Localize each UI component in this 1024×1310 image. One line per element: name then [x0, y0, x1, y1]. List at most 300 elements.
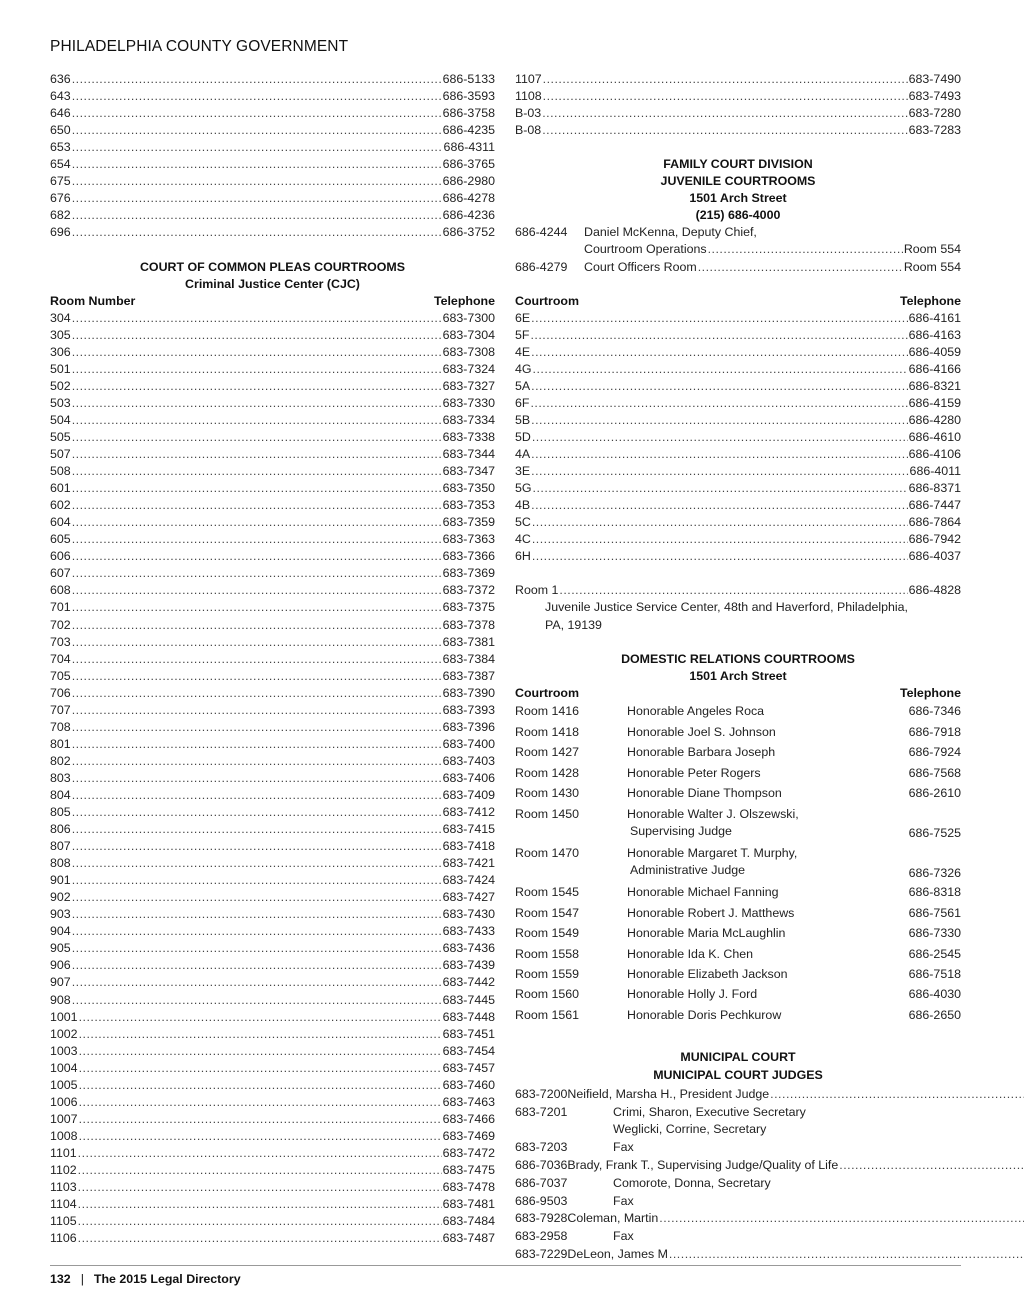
phone-number: 683-7387 [442, 668, 495, 683]
dot-leader [72, 344, 442, 361]
directory-row [50, 446, 495, 463]
directory-row [50, 139, 495, 156]
phone-number: 686-7036 [515, 1157, 568, 1172]
dot-leader [72, 599, 442, 616]
dot-leader [72, 395, 442, 412]
room-number: 1102 [50, 1163, 77, 1177]
phone-number: 686-3752 [442, 225, 495, 240]
directory-row [515, 71, 961, 88]
courtroom-row [515, 804, 961, 844]
page-number: 132 [50, 1272, 71, 1286]
phone-number: 683-7439 [442, 958, 495, 973]
room-number: 801 [50, 736, 71, 751]
room-number: 682 [50, 208, 71, 223]
room-number: 901 [50, 873, 71, 888]
courtroom-number: Room 1450 [515, 806, 580, 821]
dot-leader [78, 1213, 442, 1230]
dot-leader [72, 736, 442, 753]
directory-row [50, 1077, 495, 1094]
dot-leader [78, 1145, 442, 1162]
room-number: 808 [50, 856, 71, 871]
judge-name: Honorable Barbara Joseph [627, 745, 776, 760]
dot-leader [79, 1026, 442, 1043]
contact-room: Room 554 [903, 242, 961, 257]
judge-name: Honorable Holly J. Ford [627, 987, 758, 1002]
directory-row [50, 770, 495, 787]
courtroom-row [515, 743, 961, 763]
judge-row [515, 1139, 961, 1157]
ccp-title: COURT OF COMMON PLEAS COURTROOMS [139, 259, 405, 274]
phone-number: 683-2958 [515, 1229, 568, 1244]
phone-number: 686-4159 [908, 395, 961, 410]
directory-row [50, 344, 495, 361]
dot-leader [72, 88, 442, 105]
phone-number: 683-7484 [442, 1214, 495, 1229]
dot-leader [72, 651, 442, 668]
room-number: 696 [50, 225, 71, 240]
room-number: 1107 [515, 72, 542, 86]
room-number: 676 [50, 191, 71, 206]
dot-leader [531, 344, 907, 361]
entry-text [598, 1175, 961, 1192]
dot-leader [72, 361, 442, 378]
directory-row [515, 361, 961, 378]
dot-leader [72, 974, 442, 991]
room-number: 304 [50, 310, 71, 325]
judge-title: Supervising Judge [630, 823, 732, 838]
dot-leader [72, 685, 442, 702]
phone-number: 686-4106 [908, 447, 961, 462]
dot-leader [72, 446, 442, 463]
room-number: 907 [50, 975, 71, 990]
domestic-column-header [515, 685, 961, 702]
directory-row [515, 327, 961, 344]
entry-name: Fax [613, 1229, 634, 1244]
room-number: 508 [50, 464, 71, 479]
dot-leader [531, 463, 908, 480]
phone-number: 683-7457 [442, 1060, 495, 1075]
courtroom-row [515, 1005, 961, 1025]
ccp-subtitle: Criminal Justice Center (CJC) [185, 276, 360, 291]
phone-number: 686-9503 [515, 1193, 568, 1208]
dot-leader [72, 617, 442, 634]
judge-cell [627, 905, 901, 922]
phone-number: 683-7466 [442, 1111, 495, 1126]
phone-number: 686-7525 [908, 826, 961, 841]
courtroom-row [515, 944, 961, 964]
judge-cell [627, 884, 901, 901]
phone-number: 686-8371 [908, 481, 961, 496]
phone-number: 683-7381 [442, 634, 495, 649]
dot-leader [72, 582, 442, 599]
dot-leader [72, 804, 442, 821]
phone-number: 683-7366 [442, 549, 495, 564]
phone-number: 686-4030 [908, 987, 961, 1002]
dot-leader [72, 412, 442, 429]
phone-number: 683-7481 [442, 1197, 495, 1212]
judge-name: Honorable Angeles Roca [627, 704, 765, 719]
judge-cell [627, 703, 901, 720]
phone-number: 683-7363 [442, 532, 495, 547]
phone-number: 683-7330 [442, 395, 495, 410]
dot-leader [532, 514, 908, 531]
directory-row [50, 1026, 495, 1043]
family-contact-1 [515, 224, 961, 241]
entry-name: Crimi, Sharon, Executive Secretary [613, 1104, 806, 1119]
room-number: 604 [50, 515, 71, 530]
room-number: 1002 [50, 1026, 78, 1041]
phone-number: 683-7324 [442, 361, 495, 376]
judge-name: Honorable Elizabeth Jackson [627, 966, 788, 981]
phone-number: 683-7347 [442, 464, 495, 479]
phone-number: 683-7463 [442, 1094, 495, 1109]
judge-name: Honorable Maria McLaughlin [627, 926, 786, 941]
phone-number: 686-2980 [442, 174, 495, 189]
courtroom-number: Room 1418 [515, 724, 580, 739]
directory-row [50, 719, 495, 736]
directory-row [515, 497, 961, 514]
directory-row [50, 105, 495, 122]
dot-leader [72, 463, 442, 480]
courtroom-number: Room 1430 [515, 785, 580, 800]
phone-number: 683-7451 [442, 1026, 495, 1041]
judge-name: Honorable Doris Pechkurow [627, 1007, 782, 1022]
dot-leader [78, 1162, 442, 1179]
directory-row [50, 957, 495, 974]
phone-number: 683-7427 [442, 890, 495, 905]
courtroom-row [515, 783, 961, 803]
judge-row [515, 1174, 961, 1192]
directory-row [515, 412, 961, 429]
phone-number: 683-7372 [442, 583, 495, 598]
directory-row [50, 1196, 495, 1213]
phone-number: 683-7430 [442, 907, 495, 922]
phone-number: 686-7447 [908, 498, 961, 513]
contact-phone: 686-4279 [515, 259, 568, 274]
phone-number: 683-7448 [442, 1009, 495, 1024]
phone-number: 683-7436 [442, 941, 495, 956]
dot-leader [72, 514, 442, 531]
judge-cell [627, 806, 901, 840]
room-number: 704 [50, 651, 71, 666]
dot-leader [72, 821, 442, 838]
directory-row [515, 514, 961, 531]
directory-row [50, 1179, 495, 1196]
room-number: 675 [50, 174, 71, 189]
dot-leader [72, 753, 442, 770]
directory-row [515, 463, 961, 480]
room-number: 803 [50, 770, 71, 785]
directory-row [50, 1060, 495, 1077]
room-number: 1104 [50, 1197, 77, 1212]
dot-leader [79, 1128, 442, 1145]
phone-number: 686-7037 [515, 1175, 568, 1190]
courtroom-row [515, 722, 961, 742]
room-number: 904 [50, 924, 71, 939]
phone-number: 683-7353 [442, 498, 495, 513]
directory-row [50, 838, 495, 855]
directory-row [50, 565, 495, 582]
directory-row [50, 1094, 495, 1111]
directory-row [515, 446, 961, 463]
courtroom-number: Room 1558 [515, 946, 580, 961]
courtroom-row [515, 763, 961, 783]
phone-number: 686-4236 [442, 208, 495, 223]
dot-leader [72, 872, 442, 889]
dot-leader [543, 71, 908, 88]
dot-leader [72, 787, 442, 804]
dot-leader [72, 719, 442, 736]
directory-row [515, 531, 961, 548]
room-number: 1007 [50, 1111, 78, 1126]
phone-number: 686-7918 [908, 724, 961, 739]
phone-number: 683-7487 [442, 1231, 495, 1246]
phone-number: 686-7568 [908, 765, 961, 780]
directory-row [50, 480, 495, 497]
directory-row [50, 906, 495, 923]
entry-name: Comorote, Donna, Secretary [613, 1175, 771, 1190]
room-number: 906 [50, 958, 71, 973]
phone-number: 683-7327 [442, 378, 495, 393]
judge-name: Honorable Joel S. Johnson [627, 724, 776, 739]
dot-leader [72, 838, 442, 855]
dot-leader [72, 497, 442, 514]
dot-leader [72, 548, 442, 565]
dot-leader [542, 105, 907, 122]
room-number: 806 [50, 822, 71, 837]
room1-address-1: Juvenile Justice Service Center, 48th and Haverford, Philadelphia, [545, 600, 908, 615]
directory-row [50, 1009, 495, 1026]
dot-leader [532, 548, 908, 565]
directory-row [50, 514, 495, 531]
directory-row [50, 361, 495, 378]
room-number: 607 [50, 566, 71, 581]
phone-number: 686-3593 [442, 89, 495, 104]
dot-leader [72, 940, 442, 957]
phone-number: 683-7201 [515, 1104, 568, 1119]
phone-number: 686-2650 [908, 1007, 961, 1022]
phone-number: 683-7475 [442, 1163, 495, 1177]
courtroom-number: Room 1549 [515, 926, 580, 941]
room1-label: Room 1 [515, 583, 559, 598]
dot-leader [78, 1230, 442, 1247]
room-number: 1004 [50, 1060, 78, 1075]
room-number: 608 [50, 583, 71, 598]
phone-number: 683-7415 [442, 822, 495, 837]
phone-number: 683-7490 [908, 72, 961, 86]
dot-leader [72, 224, 442, 241]
phone-number: 686-2545 [908, 946, 961, 961]
dot-leader [530, 395, 907, 412]
dot-leader [79, 1009, 442, 1026]
directory-row [50, 412, 495, 429]
phone-number: 683-7369 [442, 566, 495, 581]
directory-row [50, 617, 495, 634]
courtroom-row [515, 985, 961, 1005]
entry-text [598, 1121, 961, 1138]
spacer [515, 276, 961, 293]
entry-text [567, 1086, 1024, 1103]
directory-row [515, 122, 961, 139]
dot-leader [72, 207, 442, 224]
directory-row [515, 378, 961, 395]
room-number: 1106 [50, 1231, 77, 1246]
courtroom-number: Room 1470 [515, 846, 580, 861]
directory-row [50, 804, 495, 821]
room-number: 602 [50, 498, 71, 513]
phone-number: 683-7350 [442, 481, 495, 496]
dot-leader [72, 565, 442, 582]
room-number: 306 [50, 344, 71, 359]
phone-number: 683-7229 [515, 1246, 568, 1261]
directory-row [50, 310, 495, 327]
phone-number: 683-7359 [442, 515, 495, 530]
phone-number: 683-7283 [908, 123, 961, 138]
directory-row [50, 855, 495, 872]
entry-text [598, 1193, 961, 1210]
phone-number: 686-7346 [908, 704, 961, 719]
room-number: 903 [50, 907, 71, 922]
phone-number: 686-7330 [908, 926, 961, 941]
family-address: 1501 Arch Street [689, 191, 787, 206]
page-header: PHILADELPHIA COUNTY GOVERNMENT [50, 38, 349, 55]
directory-row [50, 940, 495, 957]
room-number: 5D [515, 429, 531, 444]
room-number: 1105 [50, 1214, 77, 1229]
entry-name: Coleman, Martin [567, 1211, 659, 1226]
phone-number: 686-4278 [442, 191, 495, 206]
judge-cell [627, 966, 901, 983]
courtroom-row [515, 903, 961, 923]
dot-leader [532, 429, 908, 446]
courtroom-number: Room 1561 [515, 1007, 580, 1022]
dot-leader [533, 361, 908, 378]
directory-row [50, 173, 495, 190]
directory-row [50, 1230, 495, 1247]
phone-number: 686-2610 [908, 785, 961, 800]
dot-leader [72, 429, 442, 446]
dot-leader [531, 412, 907, 429]
courtroom-number: Room 1428 [515, 765, 580, 780]
dot-leader [79, 1043, 442, 1060]
judge-cell [627, 1007, 901, 1024]
municipal-list [515, 1085, 961, 1263]
phone-number: 683-7390 [442, 685, 495, 700]
dot-leader [72, 139, 443, 156]
spacer [515, 634, 961, 651]
judge-row [515, 1246, 961, 1264]
judge-row [515, 1228, 961, 1246]
phone-number: 683-7928 [515, 1211, 568, 1226]
family-subtitle: JUVENILE COURTROOMS [660, 174, 816, 189]
dot-leader [72, 480, 442, 497]
phone-number: 686-4037 [908, 549, 961, 564]
courtroom-row [515, 843, 961, 883]
phone-number: 683-7300 [442, 310, 495, 325]
entry-name: DeLeon, James M [567, 1246, 668, 1261]
room-number: 505 [50, 429, 71, 444]
directory-row [50, 327, 495, 344]
phone-number: 686-4610 [908, 429, 961, 444]
phone-number: 683-7375 [442, 600, 495, 615]
directory-row [50, 702, 495, 719]
family-col-room: Courtroom [515, 293, 580, 308]
directory-row [50, 497, 495, 514]
room-number: 5C [515, 515, 531, 530]
judge-name: Honorable Michael Fanning [627, 885, 779, 900]
dot-leader [659, 1210, 1024, 1227]
judge-title: Administrative Judge [630, 863, 746, 878]
room-number: 905 [50, 941, 71, 956]
municipal-title: MUNICIPAL COURT [680, 1050, 796, 1065]
directory-row [50, 1162, 495, 1179]
dot-leader [72, 702, 442, 719]
family-contact-1-line2 [515, 241, 961, 258]
domestic-list [515, 702, 961, 1026]
judge-cell [627, 785, 901, 802]
phone-number: 683-7308 [442, 344, 495, 359]
dot-leader [532, 531, 908, 548]
phone-number: 683-7203 [515, 1140, 568, 1155]
dot-leader [72, 770, 442, 787]
phone-number: 683-7493 [908, 89, 961, 104]
dot-leader [543, 88, 908, 105]
phone-number: 686-7924 [908, 745, 961, 760]
family-phone: (215) 686-4000 [695, 208, 781, 223]
room1-address-2: PA, 19139 [545, 617, 602, 632]
phone-number: 686-4235 [442, 123, 495, 138]
courtroom-number: Room 1416 [515, 704, 580, 719]
room-number: 501 [50, 361, 71, 376]
directory-row [515, 344, 961, 361]
contact-name: Court Officers Room [584, 259, 697, 274]
room-number: 805 [50, 805, 71, 820]
phone-number: 683-7200 [515, 1086, 568, 1101]
courtroom-number: Room 1559 [515, 966, 580, 981]
directory-row [50, 1043, 495, 1060]
room-number: 802 [50, 753, 71, 768]
dot-leader [79, 1077, 442, 1094]
footer-title: The 2015 Legal Directory [93, 1272, 241, 1286]
phone-number: 686-7561 [908, 905, 961, 920]
judge-cell [627, 946, 901, 963]
contact-name: Daniel McKenna, Deputy Chief, [584, 225, 757, 240]
phone-number: 683-7442 [442, 975, 495, 990]
courtroom-number: Room 1545 [515, 885, 580, 900]
phone-number: 686-7326 [908, 865, 961, 880]
spacer [515, 1025, 961, 1049]
directory-row [515, 429, 961, 446]
directory-row [50, 753, 495, 770]
contact-room: Room 554 [903, 259, 961, 274]
phone-number: 683-7396 [442, 719, 495, 734]
phone-number: 683-7403 [442, 753, 495, 768]
family-title: FAMILY COURT DIVISION [663, 157, 813, 172]
judge-cell [627, 744, 901, 761]
directory-row [50, 395, 495, 412]
dot-leader [72, 531, 442, 548]
dot-leader [72, 156, 442, 173]
entry-text [567, 1157, 1024, 1174]
directory-row [50, 531, 495, 548]
directory-row [515, 88, 961, 105]
directory-row [50, 821, 495, 838]
dot-leader [669, 1246, 1024, 1263]
dot-leader [72, 906, 442, 923]
judge-row [515, 1085, 961, 1103]
dot-leader [72, 327, 442, 344]
phone-number: 686-8318 [908, 885, 961, 900]
